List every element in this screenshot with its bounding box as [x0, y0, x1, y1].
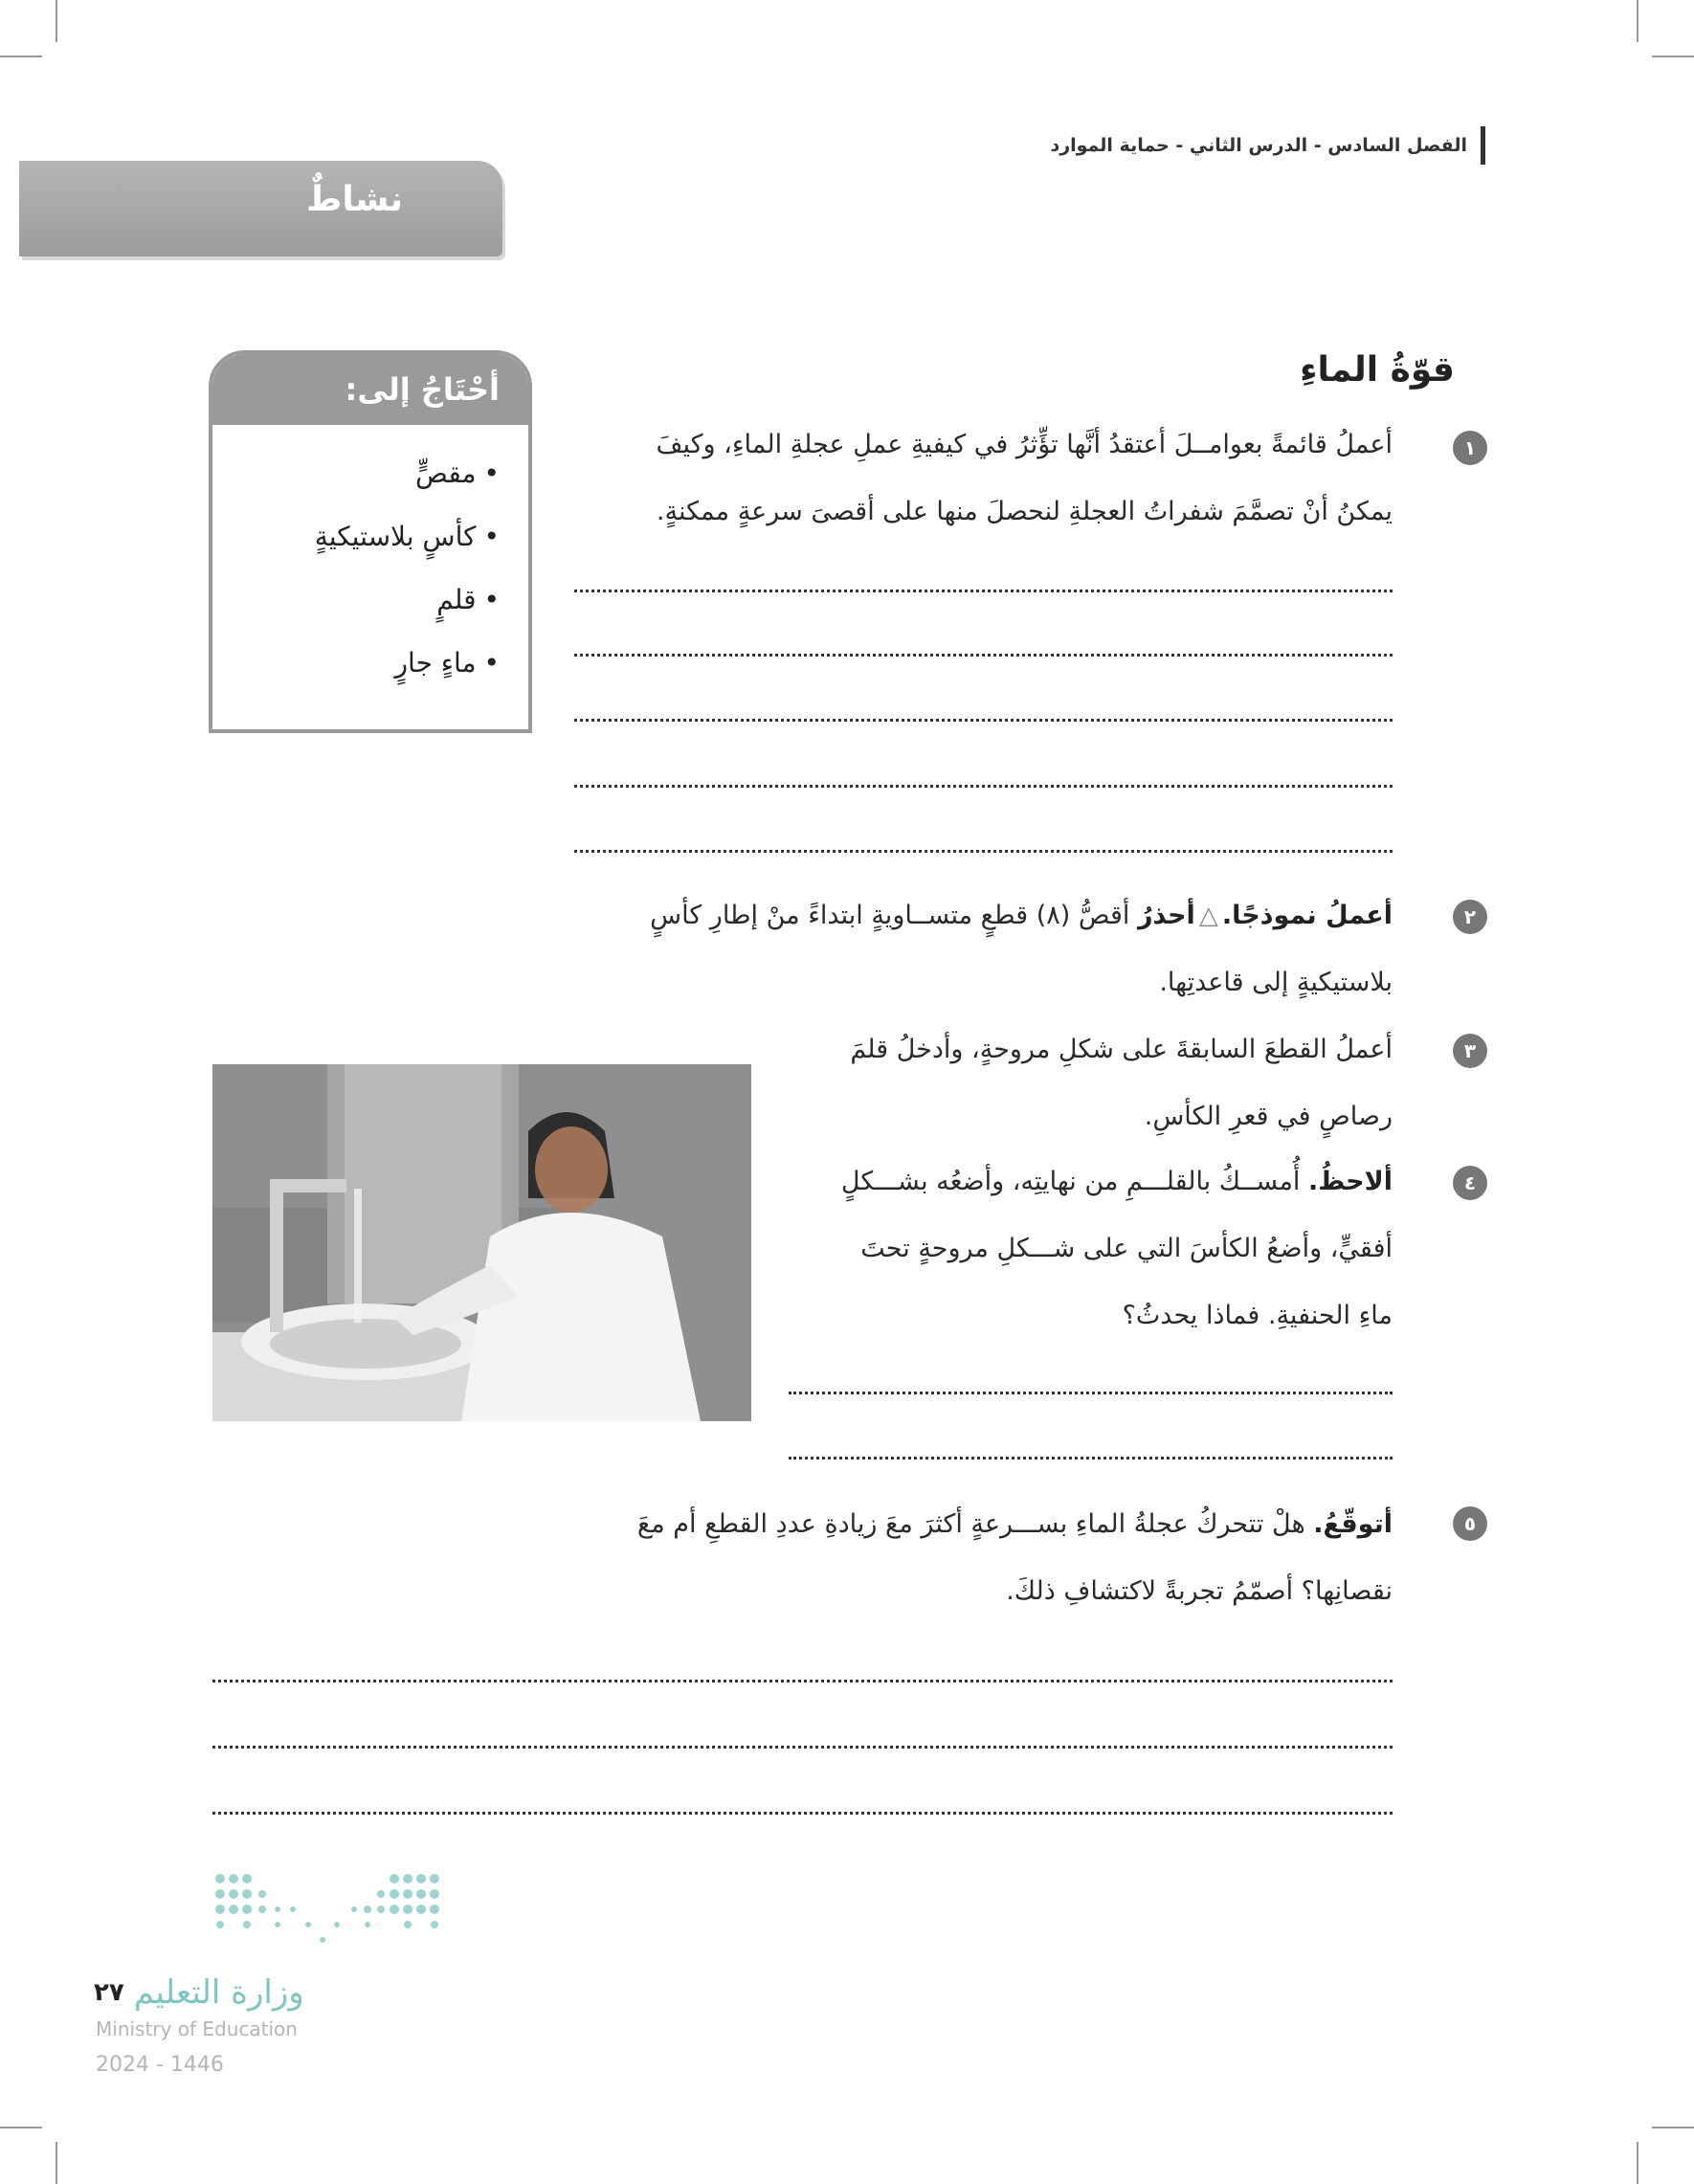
footer-ministry — [94, 1972, 304, 2014]
answer-line[interactable] — [212, 1746, 1393, 1749]
step-4-text — [780, 1148, 1393, 1349]
crop-mark — [1637, 2142, 1638, 2184]
ministry-logo-icon — [212, 1871, 452, 1957]
chapter-header — [1050, 126, 1485, 165]
step-number: ٣ — [1453, 1034, 1487, 1068]
step-line: أعملُ قائمةً بعوامــلَ أعتقدُ أنَّها تؤِّثرُ في كيفيةِ عملِ عجلةِ الماءِ، وكيفَ — [656, 430, 1393, 459]
material-item: • ماءٍ جارٍ — [212, 632, 500, 695]
step-1-text — [569, 412, 1393, 546]
step-line-text: أقصُّ (٨) قطعٍ متســاويةٍ ابتداءً منْ إطارِ كأسٍ — [650, 901, 1130, 930]
answer-line[interactable] — [212, 1680, 1393, 1683]
answer-line[interactable] — [212, 1812, 1393, 1815]
step-number: ٤ — [1453, 1166, 1487, 1200]
crop-mark — [1652, 56, 1694, 57]
step-line: بلاستيكيةٍ إلى قاعدتِها. — [1159, 968, 1393, 997]
step-line — [569, 882, 1393, 949]
ministry-name-ar: وزارة التعليم — [133, 1973, 304, 2012]
activity-label: نشاطٌ — [306, 180, 404, 219]
step-line: أفقيٍّ، وأضعُ الكأسَ التي على شـــكلِ مروحةٍ تحتَ — [860, 1234, 1393, 1263]
edition-year: 2024 - 1446 — [96, 2053, 224, 2077]
step-line: رصاصٍ في قعرِ الكأسِ. — [1144, 1102, 1393, 1131]
step-line: أعملُ القطعَ السابقةَ على شكلِ مروحةٍ، وأدخلُ قلمَ — [850, 1035, 1393, 1064]
crop-mark — [1652, 2127, 1694, 2128]
section-title: قوّةُ الماءِ — [1300, 350, 1455, 390]
answer-line[interactable] — [574, 850, 1393, 853]
step-keyword: أتوقّعُ. — [1313, 1509, 1393, 1539]
answer-line[interactable] — [789, 1392, 1393, 1394]
step-line: يمكنُ أنْ تصمَّمَ شفراتُ العجلةِ لنحصلَ منها على أقصىَ سرعةٍ ممكنةٍ. — [656, 497, 1393, 526]
material-item: • مقصٍّ — [212, 442, 500, 505]
answer-line[interactable] — [574, 590, 1393, 592]
step-line: نقصانِها؟ أصمّمُ تجربةً لاكتشافِ ذلكَ. — [1006, 1576, 1393, 1606]
step-keyword: أحذرُ — [1137, 901, 1195, 930]
answer-line[interactable] — [574, 785, 1393, 788]
step-5-text — [569, 1491, 1393, 1625]
warning-triangle-icon: △ — [1198, 902, 1218, 930]
header-bar — [1481, 126, 1485, 165]
crop-mark — [0, 56, 42, 57]
materials-title: أحْتَاجُ إلى: — [212, 354, 528, 425]
step-3-text — [780, 1016, 1393, 1150]
step-2-text — [569, 882, 1393, 1016]
crop-mark — [56, 0, 57, 42]
step-number: ١ — [1453, 431, 1487, 465]
chapter-title: الفصل السادس - الدرس الثاني - حماية الموارد — [1050, 135, 1467, 156]
step-number: ٥ — [1453, 1506, 1487, 1541]
step-number: ٢ — [1453, 900, 1487, 934]
answer-line[interactable] — [574, 719, 1393, 722]
step-keyword: ألاحظُ. — [1308, 1167, 1393, 1196]
step-line: ماءِ الحنفيةِ. فماذا يحدثُ؟ — [1122, 1301, 1393, 1330]
step-line-text: هلْ تتحركُ عجلةُ الماءِ بســـرعةٍ أكثرَ معَ زيادةِ عددِ القطعِ أم معَ — [636, 1509, 1305, 1539]
material-item: • كأسٍ بلاستيكيةٍ — [212, 505, 500, 568]
activity-tab — [19, 161, 502, 256]
crop-mark — [1637, 0, 1638, 42]
answer-line[interactable] — [574, 654, 1393, 657]
page-number: ٢٧ — [94, 1978, 124, 2007]
crop-mark — [56, 2142, 57, 2184]
crop-mark — [0, 2127, 42, 2128]
ministry-name-en: Ministry of Education — [96, 2017, 298, 2040]
material-item: • قلمٍ — [212, 568, 500, 632]
step-line-text: أُمســكُ بالقلـــمِ من نهايتِه، وأضعُه بشـــكلٍ — [840, 1167, 1301, 1196]
materials-box — [209, 350, 532, 733]
answer-line[interactable] — [789, 1457, 1393, 1460]
step-line — [569, 1491, 1393, 1558]
materials-list — [212, 425, 528, 695]
photo-illustration — [212, 1064, 751, 1421]
step-keyword: أعملُ نموذجًا. — [1221, 901, 1393, 930]
step-line — [780, 1148, 1393, 1215]
boy-at-sink-photo — [212, 1064, 751, 1421]
